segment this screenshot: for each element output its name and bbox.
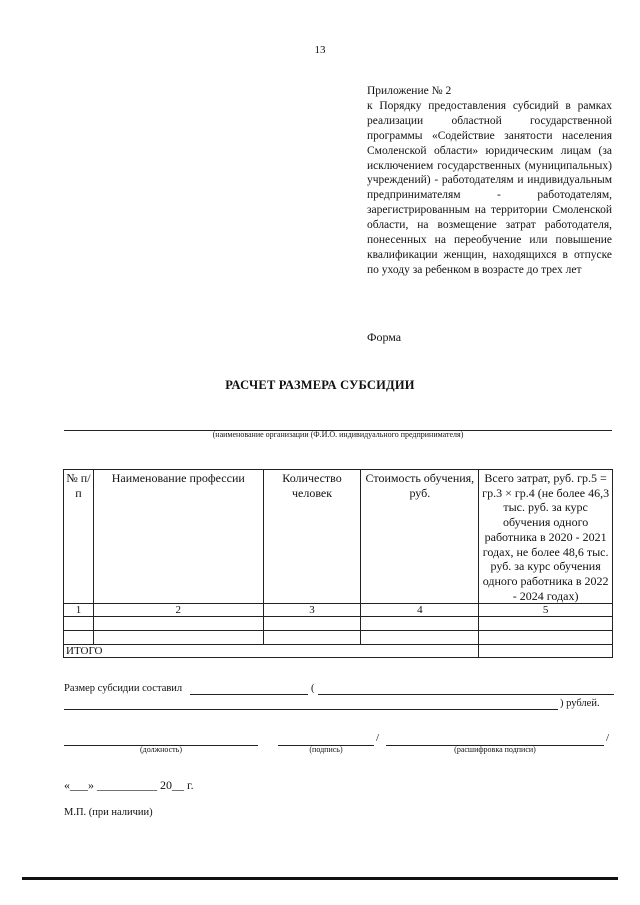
table-cell[interactable] — [361, 617, 479, 631]
document-title: РАСЧЕТ РАЗМЕРА СУБСИДИИ — [225, 378, 415, 392]
table-cell[interactable] — [64, 631, 94, 645]
header-number: № п/п — [64, 470, 94, 604]
page-bottom-rule — [22, 877, 618, 880]
table-header-row — [64, 470, 613, 604]
subsidy-prefix: Размер субсидии составил — [64, 683, 183, 694]
column-numbers-row — [64, 604, 613, 617]
signature-caption: (подпись) — [309, 745, 343, 754]
total-label: ИТОГО — [64, 645, 479, 658]
table-cell[interactable] — [64, 617, 94, 631]
subsidy-open-paren: ( — [311, 683, 315, 694]
subsidy-calculation-table — [63, 469, 613, 658]
date-field[interactable]: «___» __________ 20__ г. — [64, 778, 194, 792]
signature-slash-right: / — [606, 732, 610, 744]
table-cell[interactable] — [479, 617, 613, 631]
column-number: 3 — [263, 604, 361, 617]
page-number: 13 — [314, 44, 326, 56]
table-cell[interactable] — [361, 631, 479, 645]
subsidy-words-field-2[interactable] — [64, 709, 558, 710]
table-cell[interactable] — [263, 631, 361, 645]
stamp-note: М.П. (при наличии) — [64, 807, 153, 818]
subsidy-amount-line — [64, 683, 614, 694]
form-label: Форма — [367, 330, 402, 344]
header-training-cost: Стоимость обучения, руб. — [361, 470, 479, 604]
signature-decoding-caption: (расшифровка подписи) — [454, 745, 536, 754]
column-number: 4 — [361, 604, 479, 617]
header-total-cost: Всего затрат, руб. гр.5 = гр.3 × гр.4 (не более 46,3 тыс. руб. за курс обучения одного работника в 2020 - 2021 годах, не более 48,6 тыс. руб. за курс обучения одного работника в 2022 - 2024 годах) — [479, 470, 613, 604]
appendix-body: к Порядку предоставления субсидий в рамках реализации областной государственной программы «Содействие занятости населения Смоленской области» юридическим лицам (за исключением государственных (муниципальных) учреждений) - работодателям и индивидуальным предпринимателям - работодателям, зарегистрированным на территории Смоленской области, на возмещение затрат работодателя, понесенных на переобучение или повышение квалификации женщин, находящихся в отпуске по уходу за ребенком в возрасте до трех лет — [367, 99, 612, 276]
column-number: 1 — [64, 604, 94, 617]
table-cell[interactable] — [93, 617, 263, 631]
signature-slash-left: / — [376, 732, 380, 744]
table-cell[interactable] — [263, 617, 361, 631]
total-row — [64, 645, 613, 658]
table-row — [64, 631, 613, 645]
column-number: 5 — [479, 604, 613, 617]
organization-caption: (наименование организации (Ф.И.О. индивидуального предпринимателя) — [212, 430, 464, 439]
table-cell[interactable] — [479, 631, 613, 645]
table-row — [64, 617, 613, 631]
subsidy-words-field[interactable] — [318, 694, 614, 695]
header-profession: Наименование профессии — [93, 470, 263, 604]
header-people-count: Количество человек — [263, 470, 361, 604]
column-number: 2 — [93, 604, 263, 617]
appendix-title: Приложение № 2 — [367, 85, 452, 97]
total-value-cell[interactable] — [479, 645, 613, 658]
position-caption: (должность) — [140, 745, 182, 754]
table-cell[interactable] — [93, 631, 263, 645]
subsidy-suffix: ) рублей. — [560, 698, 600, 709]
subsidy-amount-field[interactable] — [190, 694, 308, 695]
appendix-block — [367, 84, 612, 278]
